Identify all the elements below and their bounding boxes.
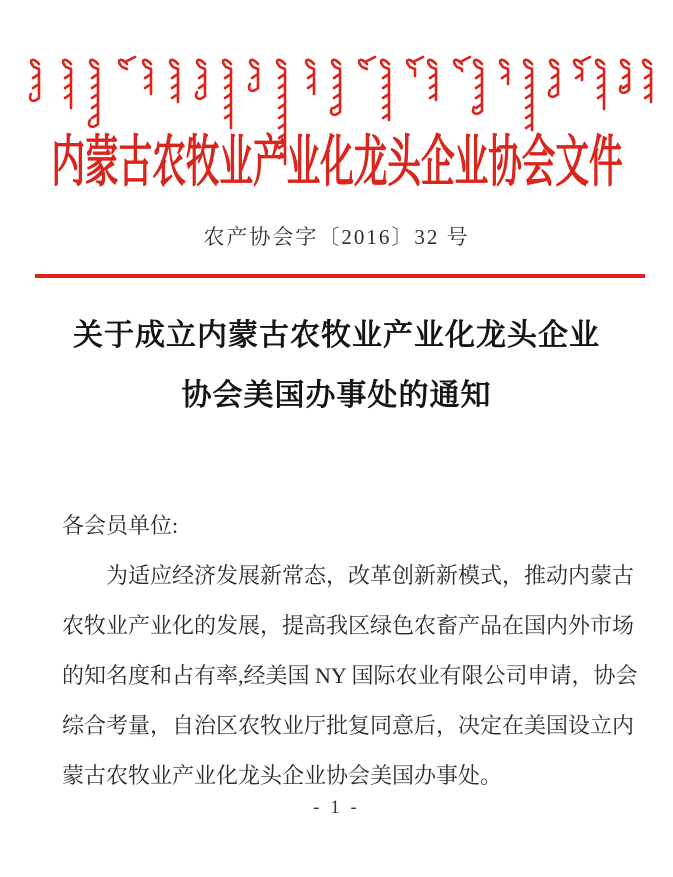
paragraph-line: 综合考量，自治区农牧业厅批复同意后，决定在美国设立内 (62, 713, 635, 738)
notice-title-line2: 协会美国办事处的通知 (181, 379, 492, 412)
notice-body (62, 501, 638, 801)
association-title: 内蒙古农牧业产业化龙头企业协会文件 (50, 132, 623, 194)
red-header-row (0, 131, 673, 195)
notice-title-line1: 关于成立内蒙古农牧业产业化龙头企业 (73, 319, 600, 352)
red-divider-line (35, 274, 645, 278)
paragraph-line: 为适应经济发展新常态，改革创新新模式，推动内蒙古 (106, 563, 635, 588)
salutation: 各会员单位: (62, 513, 179, 538)
paragraph-line: 的知名度和占有率,经美国 NY 国际农业有限公司申请，协会 (62, 663, 638, 688)
page-number: - 1 - (313, 797, 360, 818)
paragraph-line: 蒙古农牧业产业化龙头企业协会美国办事处。 (62, 763, 503, 788)
paragraph-line: 农牧业产业化的发展，提高我区绿色农畜产品在国内外市场 (62, 613, 635, 638)
document-number: 农产协会字〔2016〕32 号 (203, 225, 470, 249)
